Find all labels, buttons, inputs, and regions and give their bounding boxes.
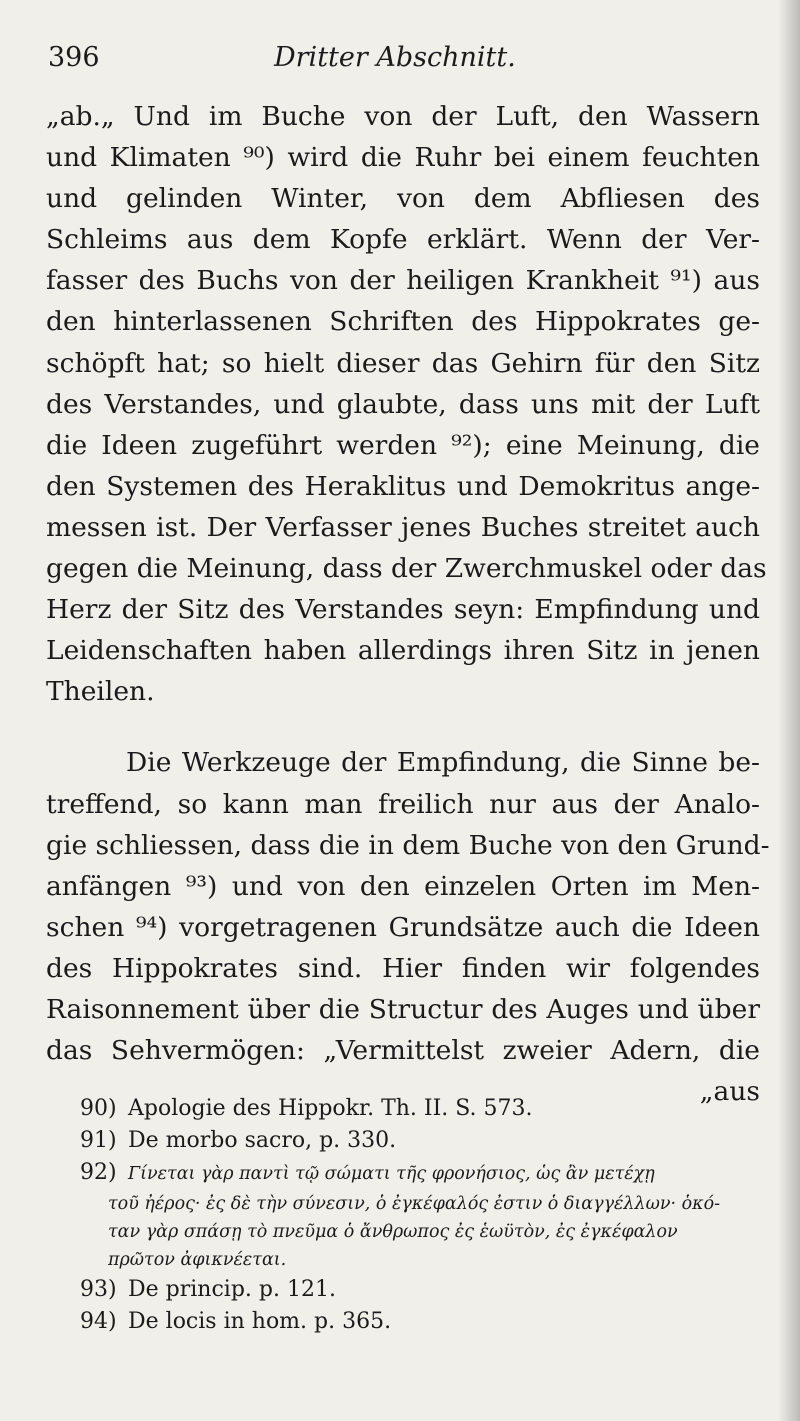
text-line: des Verstandes, und glaubte, dass uns mit der Luft: [46, 388, 760, 420]
footnote-92-continued: πρῶτον ἀφικνέεται.: [108, 1250, 287, 1270]
text-line: fasser des Buchs von der heiligen Krankheit ⁹¹) aus: [46, 265, 760, 297]
footnote-93: [80, 1274, 760, 1306]
page-header: [48, 42, 758, 82]
text-line: des Hippokrates sind. Hier finden wir folgendes: [46, 952, 760, 984]
paragraph-gap: [46, 712, 760, 742]
footnote-number: 91): [80, 1128, 117, 1153]
page-number: 396: [48, 42, 100, 73]
text-line: den Systemen des Heraklitus und Demokritus ange-: [46, 470, 760, 502]
footnote-number: 90): [80, 1096, 117, 1121]
text-line: Die Werkzeuge der Empfindung, die Sinne be-: [126, 747, 760, 779]
text-line: und gelinden Winter, von dem Abfliesen des: [46, 183, 760, 215]
footnote-number: 93): [80, 1277, 117, 1302]
footnote-91: [80, 1125, 760, 1157]
text-line: schen ⁹⁴) vorgetragenen Grundsätze auch die Ideen: [46, 911, 760, 943]
text-line: treffend, so kann man freilich nur aus der Analo-: [46, 788, 760, 820]
text-line: „ab.„ Und im Buche von der Luft, den Wassern: [46, 101, 760, 132]
footnote-text: Γίνεται γὰρ παντὶ τῷ σώματι τῆς φρονήσιος, ὡς ἂν μετέχῃ: [128, 1164, 655, 1184]
footnote-text: De princip. p. 121.: [128, 1277, 336, 1302]
page-edge-shadow: [778, 0, 800, 1421]
footnote-text: De locis in hom. p. 365.: [128, 1309, 392, 1334]
footnote-text: Apologie des Hippokr. Th. II. S. 573.: [128, 1096, 533, 1121]
text-line: und Klimaten ⁹⁰) wird die Ruhr bei einem feuchten: [46, 142, 760, 174]
text-line: gegen die Meinung, dass der Zwerchmuskel oder das: [46, 553, 767, 585]
catchword: „aus: [699, 1076, 760, 1108]
text-line: das Sehvermögen: „Vermittelst zweier Adern, die: [46, 1035, 760, 1067]
text-line: Schleims aus dem Kopfe erklärt. Wenn der Ver-: [46, 224, 760, 256]
text-line: den hinterlassenen Schriften des Hippokrates ge-: [46, 306, 760, 338]
text-line: die Ideen zugeführt werden ⁹²); eine Meinung, die: [46, 429, 760, 461]
footnote-90: [80, 1093, 760, 1125]
text-line: Leidenschaften haben allerdings ihren Sitz in jenen: [46, 635, 760, 667]
footnote-number: 94): [80, 1309, 117, 1334]
text-line: Herz der Sitz des Verstandes seyn: Empfindung und: [46, 594, 760, 626]
footnote-92-continued: ταν γὰρ σπάσῃ τὸ πνεῦμα ὁ ἄνθρωπος ἐς ἑωϋτὸν, ἐς ἐγκέφαλον: [108, 1222, 678, 1242]
text-line: anfängen ⁹³) und von den einzelen Orten im Men-: [46, 870, 760, 902]
footnote-number: 92): [80, 1160, 117, 1185]
text-line: messen ist. Der Verfasser jenes Buches streitet auch: [46, 511, 760, 543]
text-line: gie schliessen, dass die in dem Buche von den Grund-: [46, 829, 770, 861]
text-line: Raisonnement über die Structur des Auges und über: [46, 993, 760, 1025]
text-line: schöpft hat; so hielt dieser das Gehirn für den Sitz: [46, 347, 760, 379]
footnote-94: [80, 1306, 760, 1338]
body-text: [46, 96, 770, 1112]
footnote-92-continued: τοῦ ἠέρος· ἐς δὲ τὴν σύνεσιν, ὁ ἐγκέφαλός ἐστιν ὁ διαγγέλλων· ὁκό-: [108, 1194, 721, 1214]
running-head: Dritter Abschnitt.: [274, 42, 516, 73]
text-line: Theilen.: [46, 676, 155, 708]
footnote-92: [80, 1157, 760, 1190]
footnote-text: De morbo sacro, p. 330.: [128, 1128, 397, 1153]
footnotes: [80, 1093, 760, 1338]
